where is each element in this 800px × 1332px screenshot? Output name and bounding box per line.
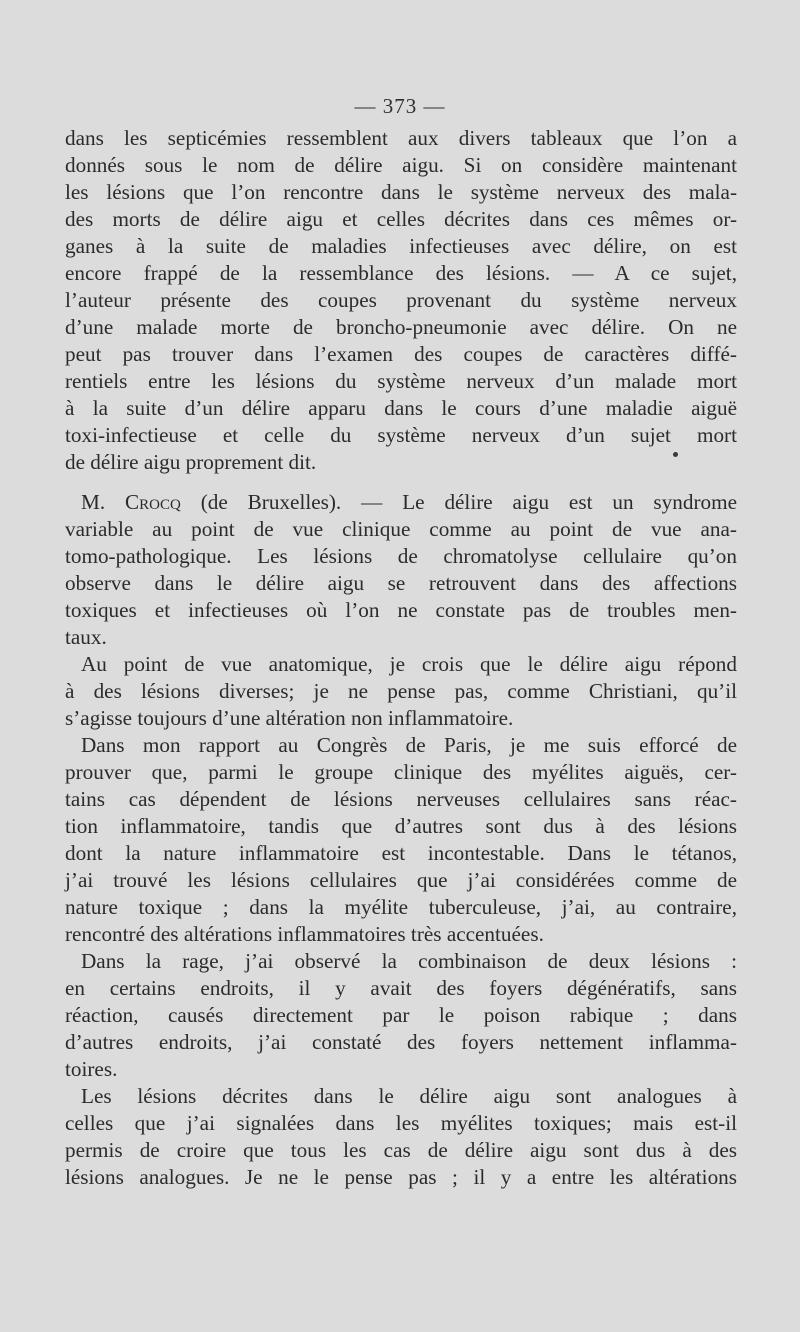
text-line: à la suite d’un délire apparu dans le cours d’une maladie aiguë (65, 396, 737, 420)
text-line: toires. (65, 1057, 118, 1081)
text-line: Dans la rage, j’ai observé la combinaison de deux lésions : (81, 949, 737, 973)
text-line: celles que j’ai signalées dans les myélites toxiques; mais est-il (65, 1111, 737, 1135)
paragraph-3 (65, 651, 737, 732)
main-text (65, 489, 737, 1191)
text-line: de délire aigu proprement dit. (65, 450, 317, 474)
text-line: tains cas dépendent de lésions nerveuses cellulaires sans réac- (65, 787, 737, 811)
text-line: toxiques et infectieuses où l’on ne constate pas de troubles men- (65, 598, 737, 622)
text-line: prouver que, parmi le groupe clinique des myélites aiguës, cer- (65, 760, 737, 784)
text-line: dont la nature inflammatoire est incontestable. Dans le tétanos, (65, 841, 737, 865)
text-line: permis de croire que tous les cas de délire aigu sont dus à des (65, 1138, 737, 1162)
text-line: rencontré des altérations inflammatoires très accentuées. (65, 922, 544, 946)
text-line: Au point de vue anatomique, je crois que le délire aigu répond (81, 652, 737, 676)
text-line: tomo-pathologique. Les lésions de chromatolyse cellulaire qu’on (65, 544, 737, 568)
speaker-line (65, 489, 737, 516)
paragraph-1 (65, 125, 737, 476)
text-line: en certains endroits, il y avait des foyers dégénératifs, sans (65, 976, 737, 1000)
text-line: variable au point de vue clinique comme au point de vue ana- (65, 517, 737, 541)
text-line: observe dans le délire aigu se retrouvent dans des affections (65, 571, 737, 595)
text-line: nature toxique ; dans la myélite tuberculeuse, j’ai, au contraire, (65, 895, 737, 919)
page-number: — 373 — (354, 94, 446, 118)
speaker-prefix: M. (81, 490, 126, 514)
text-line: tion inflammatoire, tandis que d’autres sont dus à des lésions (65, 814, 737, 838)
text-line: taux. (65, 625, 107, 649)
text-line: rentiels entre les lésions du système nerveux d’un malade mort (65, 369, 737, 393)
text-line: donnés sous le nom de délire aigu. Si on considère maintenant (65, 153, 737, 177)
speaker-name: Crocq (125, 490, 181, 514)
paragraph-6 (65, 1083, 737, 1191)
text-line: l’auteur présente des coupes provenant du système nerveux (65, 288, 737, 312)
text-line: d’une malade morte de broncho-pneumonie avec délire. On ne (65, 315, 737, 339)
ink-speck (673, 452, 678, 457)
text-line: j’ai trouvé les lésions cellulaires que j’ai considérées comme de (65, 868, 737, 892)
text-line: s’agisse toujours d’une altération non inflammatoire. (65, 706, 514, 730)
paragraph-2 (65, 489, 737, 651)
text-line: réaction, causés directement par le poison rabique ; dans (65, 1003, 737, 1027)
paragraph-5 (65, 948, 737, 1083)
text-line: dans les septicémies ressemblent aux divers tableaux que l’on a (65, 126, 737, 150)
text-line: Dans mon rapport au Congrès de Paris, je me suis efforcé de (81, 733, 737, 757)
text-line: des morts de délire aigu et celles décrites dans ces mêmes or- (65, 207, 737, 231)
text-line: Les lésions décrites dans le délire aigu sont analogues à (81, 1084, 737, 1108)
paragraph-4 (65, 732, 737, 948)
text-line: peut pas trouver dans l’examen des coupes de caractères diffé- (65, 342, 737, 366)
text-line: ganes à la suite de maladies infectieuses avec délire, on est (65, 234, 737, 258)
text-line: d’autres endroits, j’ai constaté des foyers nettement inflamma- (65, 1030, 737, 1054)
text-line: lésions analogues. Je ne le pense pas ; il y a entre les altérations (65, 1165, 737, 1189)
text-line: toxi-infectieuse et celle du système nerveux d’un sujet mort (65, 423, 737, 447)
text-line: les lésions que l’on rencontre dans le système nerveux des mala- (65, 180, 737, 204)
text-line: encore frappé de la ressemblance des lésions. — A ce sujet, (65, 261, 737, 285)
speaker-rest: (de Bruxelles). — Le délire aigu est un syndrome (180, 490, 737, 514)
text-line: à des lésions diverses; je ne pense pas, comme Christiani, qu’il (65, 679, 737, 703)
